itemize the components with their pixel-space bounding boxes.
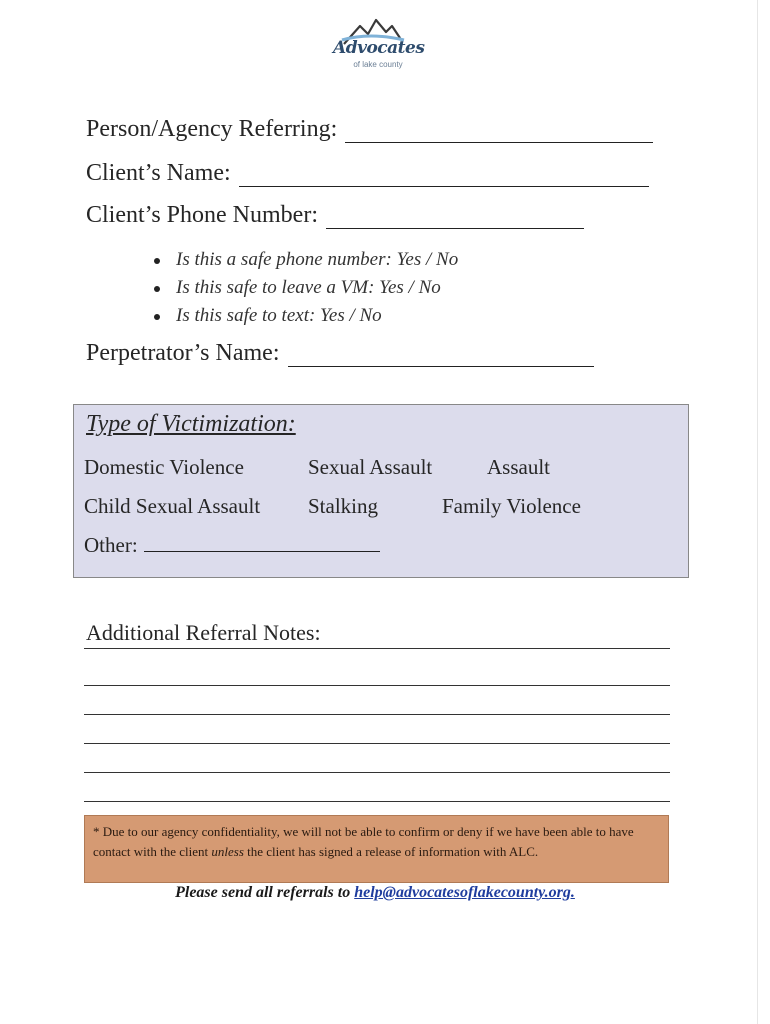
confidentiality-notice <box>84 815 669 883</box>
client-phone-label: Client’s Phone Number: <box>86 202 318 228</box>
safe-phone-question: Is this a safe phone number: Yes / No <box>152 246 458 274</box>
safe-vm-question: Is this safe to leave a VM: Yes / No <box>152 274 458 302</box>
option-stalking[interactable]: Stalking <box>308 494 379 518</box>
option-domestic-violence[interactable]: Domestic Violence <box>84 455 244 479</box>
notes-line[interactable] <box>84 801 670 802</box>
perpetrator-input-line[interactable] <box>288 344 594 367</box>
logo-subtitle: of lake county <box>353 60 403 69</box>
safe-text-question: Is this safe to text: Yes / No <box>152 302 458 330</box>
notes-line[interactable] <box>84 648 670 649</box>
client-name-input-line[interactable] <box>239 164 649 187</box>
client-phone-input-line[interactable] <box>326 206 584 229</box>
notes-line[interactable] <box>84 772 670 773</box>
referring-label: Person/Agency Referring: <box>86 116 338 142</box>
notes-line[interactable] <box>84 685 670 686</box>
other-field <box>84 533 380 558</box>
notes-line[interactable] <box>84 743 670 744</box>
option-child-sexual-assault[interactable]: Child Sexual Assault <box>84 494 261 518</box>
perpetrator-field <box>86 340 594 367</box>
notes-line[interactable] <box>84 714 670 715</box>
referral-instructions-text: Please send all referrals to <box>175 884 355 901</box>
victimization-section <box>73 404 689 578</box>
client-phone-field <box>86 202 584 229</box>
referring-input-line[interactable] <box>345 120 653 143</box>
option-family-violence[interactable]: Family Violence <box>442 494 581 518</box>
option-sexual-assault[interactable]: Sexual Assault <box>308 455 433 479</box>
phone-safety-questions <box>152 246 458 330</box>
referral-email-link[interactable]: help@advocatesoflakecounty.org. <box>354 884 575 901</box>
client-name-field <box>86 160 649 187</box>
other-label: Other: <box>84 533 138 557</box>
victimization-title: Type of Victimization: <box>86 411 296 437</box>
perpetrator-label: Perpetrator’s Name: <box>86 340 280 366</box>
notes-label: Additional Referral Notes: <box>86 620 321 645</box>
confidentiality-text: * Due to our agency confidentiality, we will not be able to confirm or deny if we have been able to have contact with the client <box>93 824 634 859</box>
option-assault[interactable]: Assault <box>487 455 550 479</box>
client-name-label: Client’s Name: <box>86 160 231 186</box>
referral-instructions <box>0 884 750 902</box>
confidentiality-text-end: the client has signed a release of information with ALC. <box>243 844 539 859</box>
page-edge <box>757 0 758 1024</box>
confidentiality-emphasis: unless <box>211 844 244 859</box>
logo-wordmark: Advocates <box>333 38 425 58</box>
referring-field <box>86 116 653 143</box>
other-input-line[interactable] <box>144 533 380 552</box>
